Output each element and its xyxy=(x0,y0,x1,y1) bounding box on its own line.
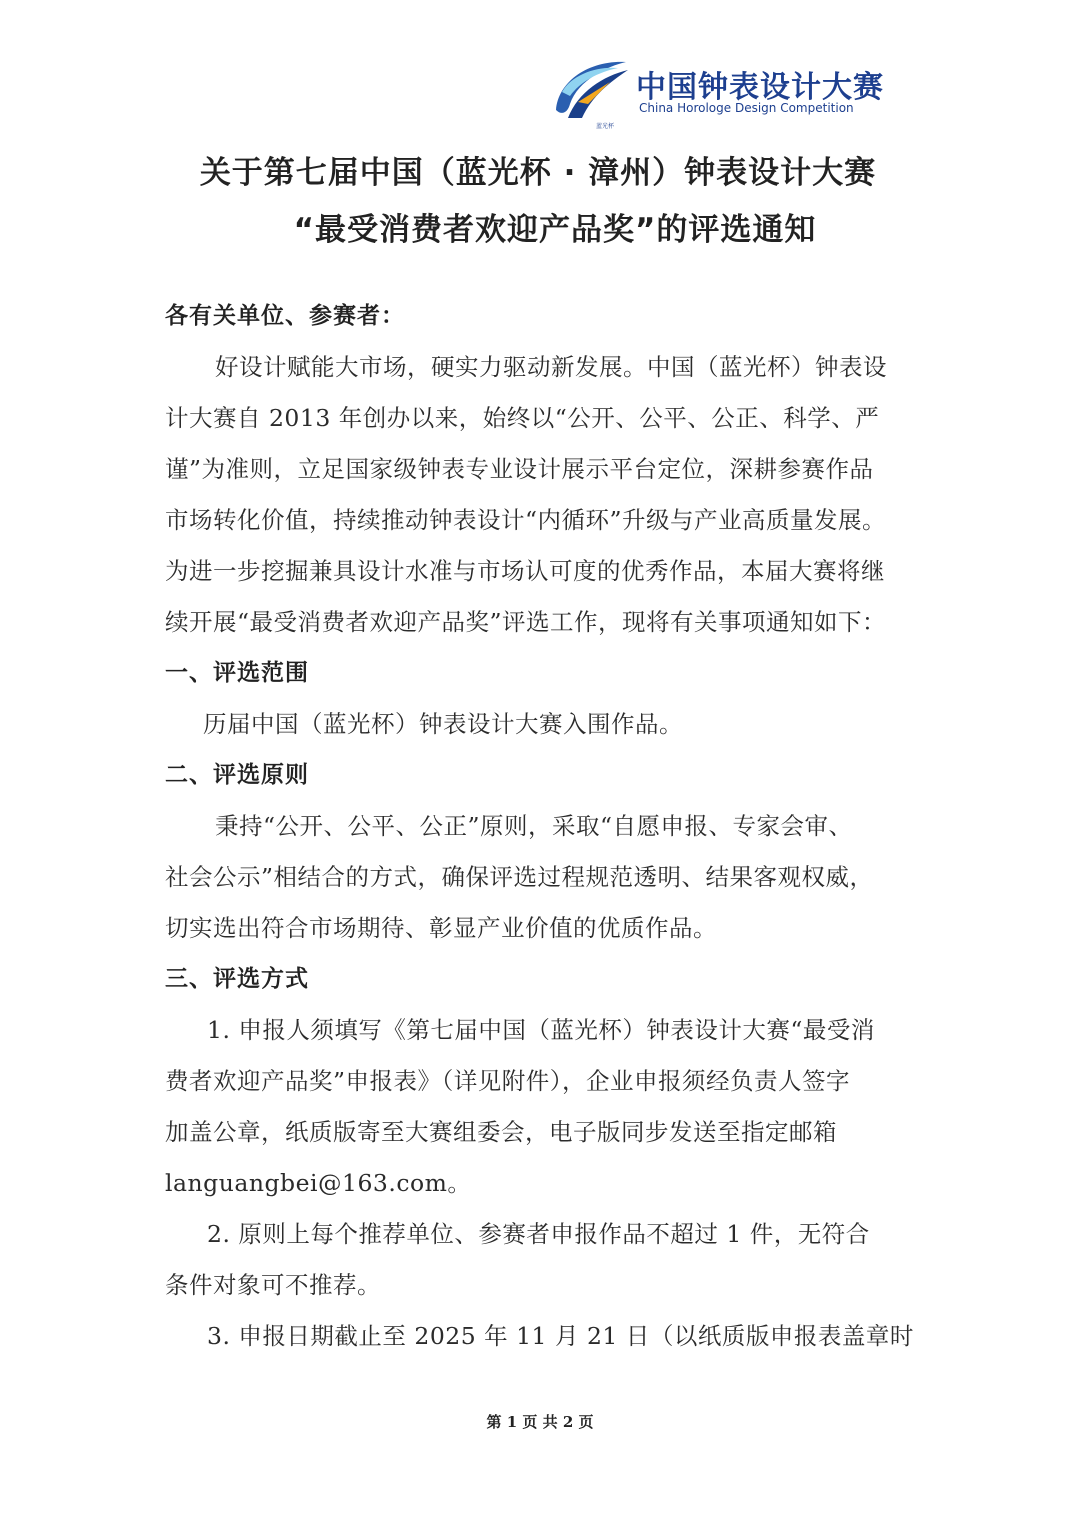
competition-logo xyxy=(548,52,898,132)
section-principles-line: 社会公示”相结合的方式，确保评选过程规范透明、结果客观权威， xyxy=(165,863,874,891)
intro-line: 为进一步挖掘兼具设计水准与市场认可度的优秀作品，本届大赛将继 xyxy=(165,557,885,585)
intro-line: 续开展“最受消费者欢迎产品奖”评选工作，现将有关事项通知如下： xyxy=(165,608,887,636)
section-method-line: 费者欢迎产品奖”申报表》（详见附件），企业申报须经负责人签字 xyxy=(165,1067,851,1095)
section-principles-line: 切实选出符合市场期待、彰显产业价值的优质作品。 xyxy=(165,914,717,942)
section-principles-line: 秉持“公开、公平、公正”原则，采取“自愿申报、专家会审、 xyxy=(215,812,853,840)
logo-chinese-name: 中国钟表设计大赛 xyxy=(636,70,884,105)
section-method-line: 3. 申报日期截止至 2025 年 11 月 21 日（以纸质版申报表盖章时 xyxy=(207,1322,914,1350)
section-method-line: 加盖公章，纸质版寄至大赛组委会，电子版同步发送至指定邮箱 xyxy=(165,1118,837,1146)
intro-line: 计大赛自 2013 年创办以来，始终以“公开、公平、公正、科学、严 xyxy=(165,404,880,432)
intro-line: 谨”为准则，立足国家级钟表专业设计展示平台定位，深耕参赛作品 xyxy=(165,455,874,483)
section-heading-principles: 二、评选原则 xyxy=(165,762,309,788)
salutation: 各有关单位、参赛者： xyxy=(165,303,405,329)
intro-line: 好设计赋能大市场，硬实力驱动新发展。中国（蓝光杯）钟表设 xyxy=(215,353,887,381)
email-address: languangbei@163.com。 xyxy=(165,1169,472,1197)
section-scope-line: 历届中国（蓝光杯）钟表设计大赛入围作品。 xyxy=(203,710,683,738)
document-title-line-2: “最受消费者欢迎产品奖”的评选通知 xyxy=(293,212,817,248)
logo-english-name: China Horologe Design Competition xyxy=(639,101,854,115)
logo-sub-text: 蓝光杯 xyxy=(596,123,615,130)
document-title-line-1: 关于第七届中国（蓝光杯 · 漳州）钟表设计大赛 xyxy=(199,155,877,191)
intro-line: 市场转化价值，持续推动钟表设计“内循环”升级与产业高质量发展。 xyxy=(165,506,887,534)
page-number-footer: 第 1 页 共 2 页 xyxy=(486,1413,594,1431)
section-heading-method: 三、评选方式 xyxy=(165,966,309,992)
section-method-line: 2. 原则上每个推荐单位、参赛者申报作品不超过 1 件，无符合 xyxy=(207,1220,870,1248)
section-heading-scope: 一、评选范围 xyxy=(165,660,309,686)
section-method-line: 条件对象可不推荐。 xyxy=(165,1271,381,1299)
section-method-line: 1. 申报人须填写《第七届中国（蓝光杯）钟表设计大赛“最受消 xyxy=(207,1016,875,1044)
swoosh-logo-icon xyxy=(548,52,638,132)
